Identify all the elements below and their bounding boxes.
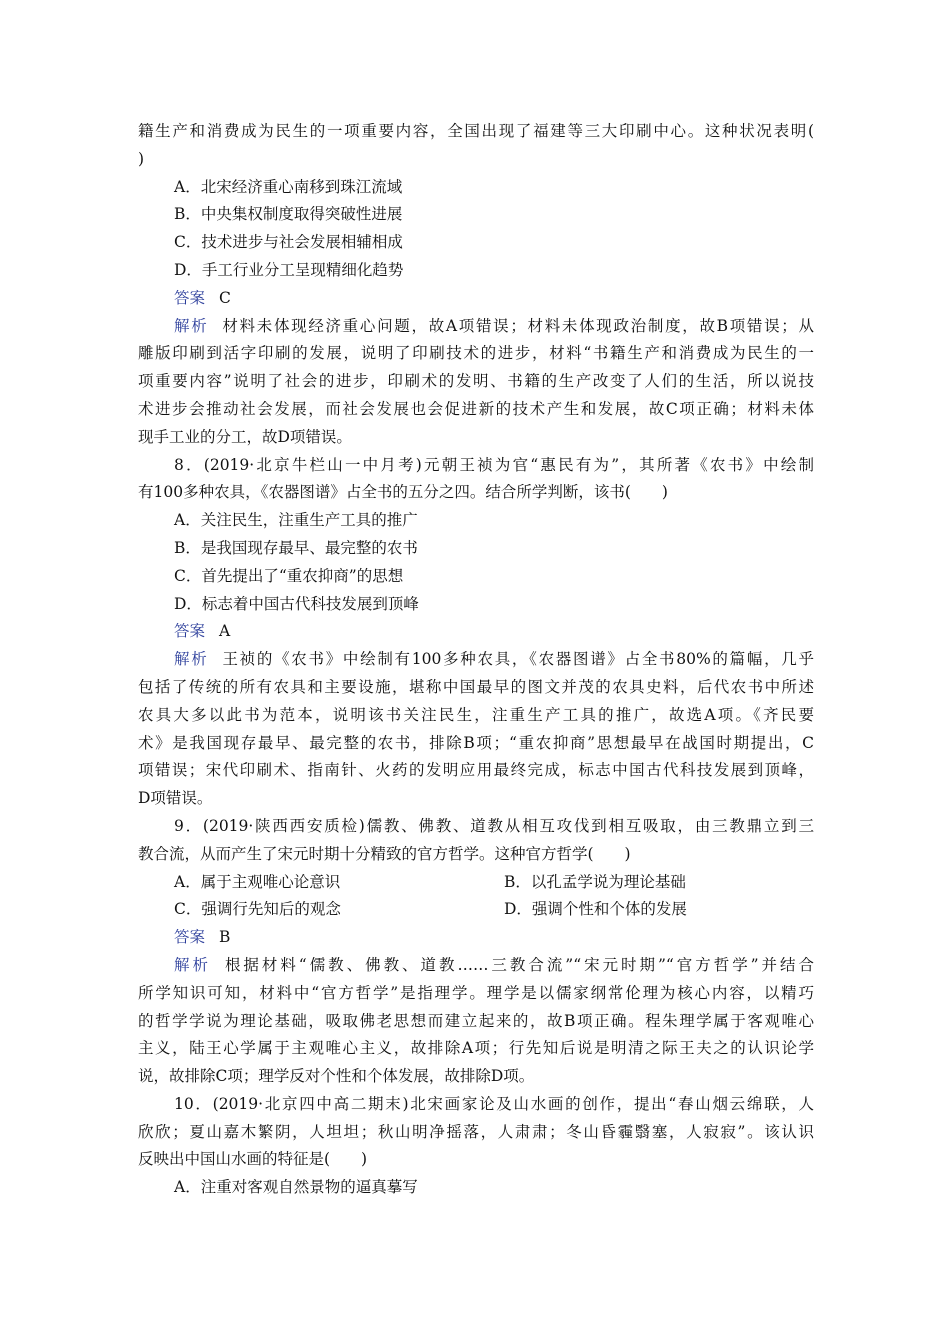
q9-option-b: B．以孔孟学说为理论基础	[504, 872, 686, 891]
q9-options-row	[138, 896, 814, 924]
q9-analysis-line: 主义，陆王心学属于主观唯心主义，故排除A项；行先知后说是明清之际王夫之的认识论学	[138, 1039, 814, 1058]
q7-stem-line: 籍生产和消费成为民生的一项重要内容，全国出现了福建等三大印刷中心。这种状况表明(	[138, 122, 814, 140]
q9-analysis-line: 说，故排除C项；理学反对个性和个体发展，故排除D项。	[138, 1067, 535, 1086]
q8-analysis-line	[138, 646, 814, 674]
answer-label: 答案	[174, 622, 206, 641]
answer-value: B	[219, 928, 231, 947]
q9-analysis-line: 所学知识可知，材料中“官方哲学”是指理学。理学是以儒家纲常伦理为核心内容，以精巧	[138, 983, 814, 1002]
q7-analysis-line: 项重要内容”说明了社会的进步，印刷术的发明、书籍的生产改变了人们的生活，所以说技	[138, 372, 814, 391]
q8-analysis-line: 包括了传统的所有农具和主要设施，堪称中国最早的图文并茂的农具史料，后代农书中所述	[138, 677, 814, 696]
answer-label: 答案	[174, 928, 206, 947]
q8-stem-line: 有100多种农具，《农器图谱》占全书的五分之四。结合所学判断，该书( )	[138, 483, 668, 502]
analysis-text: 材料未体现经济重心问题，故A项错误；材料未体现政治制度，故B项错误；从	[222, 316, 814, 335]
q8-analysis-line: 术》是我国现存最早、最完整的农书，排除B项；“重农抑商”思想最早在战国时期提出，C	[138, 733, 814, 752]
q9-options-row	[138, 869, 814, 897]
q8-option-b: B．是我国现存最早、最完整的农书	[174, 538, 418, 557]
q9-stem-line: 教合流，从而产生了宋元时期十分精致的官方哲学。这种官方哲学( )	[138, 844, 631, 863]
q7-option-a: A．北宋经济重心南移到珠江流域	[174, 177, 403, 196]
q7-answer	[138, 285, 814, 313]
q8-analysis-line: D项错误。	[138, 789, 213, 808]
analysis-label: 解析	[174, 650, 209, 669]
q9-option-a: A．属于主观唯心论意识	[174, 872, 341, 891]
q8-analysis-line: 农具大多以此书为范本，说明该书关注民生，注重生产工具的推广，故选A项。《齐民要	[138, 705, 814, 724]
q7-stem-line: )	[138, 149, 145, 168]
q10-stem-line: 欣欣；夏山嘉木繁阴，人坦坦；秋山明净摇落，人肃肃；冬山昏霾翳塞，人寂寂”。该认识	[138, 1122, 814, 1141]
q9-option-c: C．强调行先知后的观念	[174, 900, 341, 919]
q7-option-d: D．手工行业分工呈现精细化趋势	[174, 260, 404, 279]
q8-option-a: A．关注民生，注重生产工具的推广	[174, 511, 418, 530]
answer-value: C	[219, 288, 231, 307]
q9-option-d: D．强调个性和个体的发展	[504, 900, 687, 919]
q8-option-c: C．首先提出了“重农抑商”的思想	[174, 566, 404, 585]
answer-label: 答案	[174, 288, 206, 307]
q10-stem-line: 10．(2019·北京四中高二期末)北宋画家论及山水画的创作，提出“春山烟云绵联，人	[174, 1094, 814, 1113]
q8-stem-line: 8．(2019·北京牛栏山一中月考)元朝王祯为官“惠民有为”，其所著《农书》中绘制	[174, 455, 814, 474]
document-content	[138, 118, 814, 1202]
q9-analysis-line	[138, 952, 814, 980]
q9-analysis-line: 的哲学学说为理论基础，吸取佛老思想而建立起来的，故B项正确。程朱理学属于客观唯心	[138, 1011, 814, 1030]
q7-analysis-line: 术进步会推动社会发展，而社会发展也会促进新的技术产生和发展，故C项正确；材料未体	[138, 399, 814, 418]
analysis-label: 解析	[174, 955, 211, 974]
q10-option-a: A．注重对客观自然景物的逼真摹写	[174, 1178, 418, 1197]
q8-option-d: D．标志着中国古代科技发展到顶峰	[174, 594, 419, 613]
analysis-text: 王祯的《农书》中绘制有100多种农具，《农器图谱》占全书80%的篇幅，几乎	[222, 650, 814, 669]
answer-value: A	[219, 622, 231, 641]
q9-answer	[138, 924, 814, 952]
q7-option-b: B．中央集权制度取得突破性进展	[174, 205, 403, 224]
q7-analysis-line: 雕版印刷到活字印刷的发展，说明了印刷技术的进步，材料“书籍生产和消费成为民生的一	[138, 344, 814, 363]
analysis-label: 解析	[174, 316, 209, 335]
q7-analysis-line: 现手工业的分工，故D项错误。	[138, 427, 352, 446]
q8-analysis-line: 项错误；宋代印刷术、指南针、火药的发明应用最终完成，标志中国古代科技发展到顶峰，	[138, 761, 814, 780]
q7-analysis-line	[138, 313, 814, 341]
q8-answer	[138, 618, 814, 646]
q9-stem-line: 9．(2019·陕西西安质检)儒教、佛教、道教从相互攻伐到相互吸取，由三教鼎立到三	[174, 816, 814, 835]
analysis-text: 根据材料“儒教、佛教、道教……三教合流”“宋元时期”“官方哲学”并结合	[224, 955, 814, 974]
q7-option-c: C．技术进步与社会发展相辅相成	[174, 233, 403, 252]
q10-stem-line: 反映出中国山水画的特征是( )	[138, 1150, 368, 1169]
